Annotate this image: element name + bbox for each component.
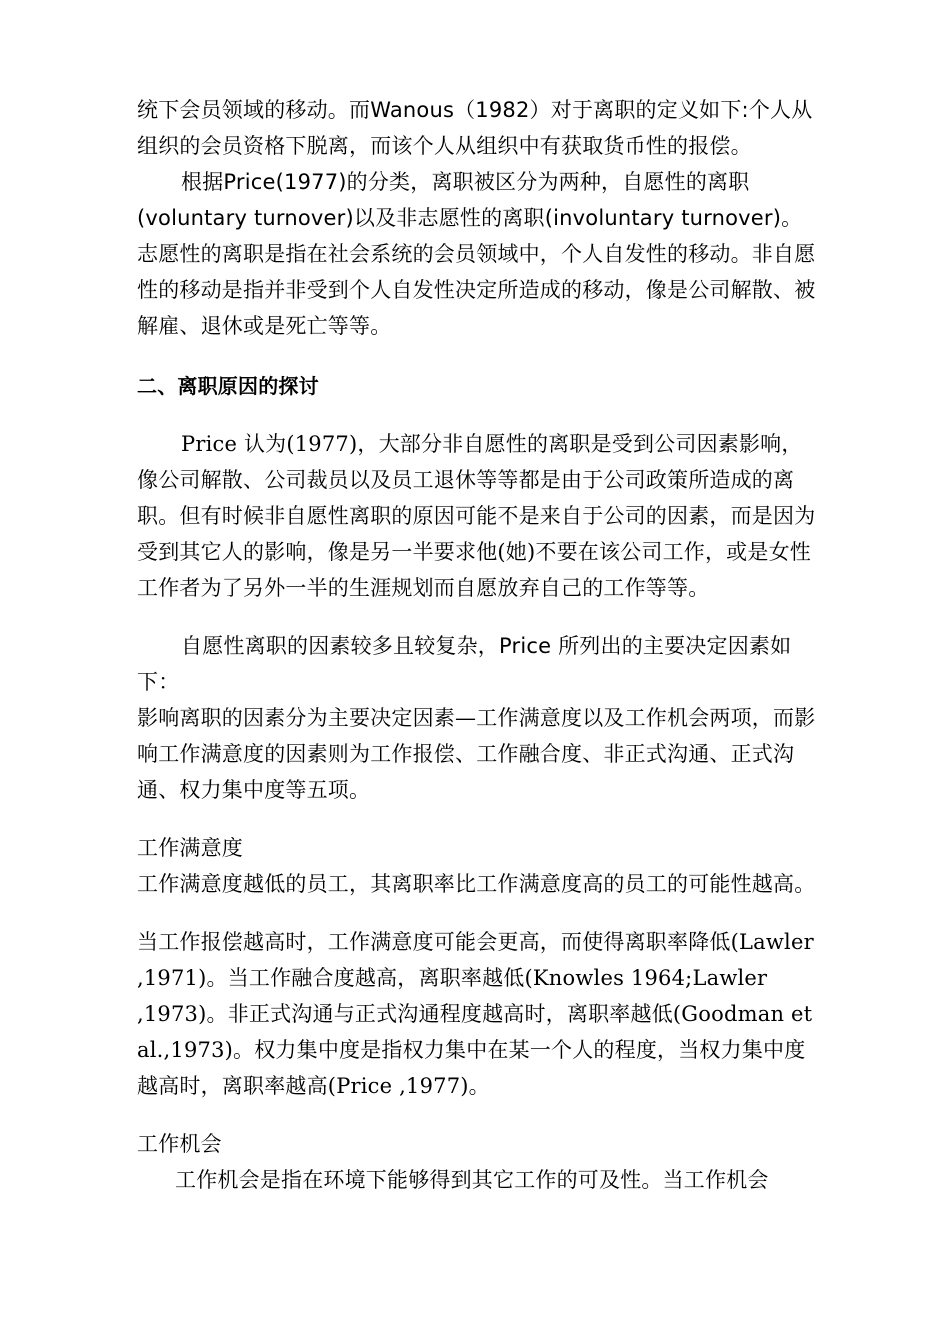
paragraph-involuntary-causes: Price 认为(1977)，大部分非自愿性的离职是受到公司因素影响，像公司解散、公司裁员以及员工退休等等都是由于公司政策所造成的离职。但有时候非自愿性离职的原因可能不是来自于公司的因素，而是因为受到其它人的影响，像是另一半要求他(她)不要在该公司工作，或是女性工作者为了另外一半的生涯规划而自愿放弃自己的工作等等。: [137, 432, 816, 600]
paragraph-turnover-classification: 根据Price(1977)的分类，离职被区分为两种，自愿性的离职(voluntary turnover)以及非志愿性的离职(involuntary turnover)。志愿性的离职是指在社会系统的会员领域中，个人自发性的移动。非自愿性的移动是指并非受到个人自发性决定所造成的移动，像是公司解散、被解雇、退休或是死亡等等。: [137, 170, 816, 338]
subheading-job-satisfaction: 工作满意度: [137, 836, 243, 860]
paragraph-job-satisfaction: 工作满意度越低的员工，其离职率比工作满意度高的员工的可能性越高。: [137, 872, 816, 896]
paragraph-factor-overview: 影响离职的因素分为主要决定因素—工作满意度以及工作机会两项，而影响工作满意度的因素则为工作报偿、工作融合度、非正式沟通、正式沟通、权力集中度等五项。: [137, 706, 816, 802]
document-page: [137, 92, 817, 1198]
section-heading-turnover-causes: 二、离职原因的探讨: [137, 374, 319, 398]
paragraph-voluntary-factors-intro: 自愿性离职的因素较多且较复杂，Price 所列出的主要决定因素如下：: [137, 634, 792, 694]
paragraph-turnover-definition: 统下会员领域的移动。而Wanous（1982）对于离职的定义如下:个人从组织的会员资格下脱离，而该个人从组织中有获取货币性的报偿。: [137, 98, 813, 158]
paragraph-satisfaction-factors: 当工作报偿越高时，工作满意度可能会更高，而使得离职率降低(Lawler ,1971)。当工作融合度越高，离职率越低(Knowles 1964;Lawler ,1973)。非正式沟通与正式沟通程度越高时，离职率越低(Goodman et al.,1973)。权力集中度是指权力集中在某一个人的程度，当权力集中度越高时，离职率越高(Price ,1977)。: [137, 930, 814, 1098]
subheading-job-opportunity: 工作机会: [137, 1132, 222, 1156]
paragraph-job-opportunity: 工作机会是指在环境下能够得到其它工作的可及性。当工作机会: [175, 1168, 769, 1192]
